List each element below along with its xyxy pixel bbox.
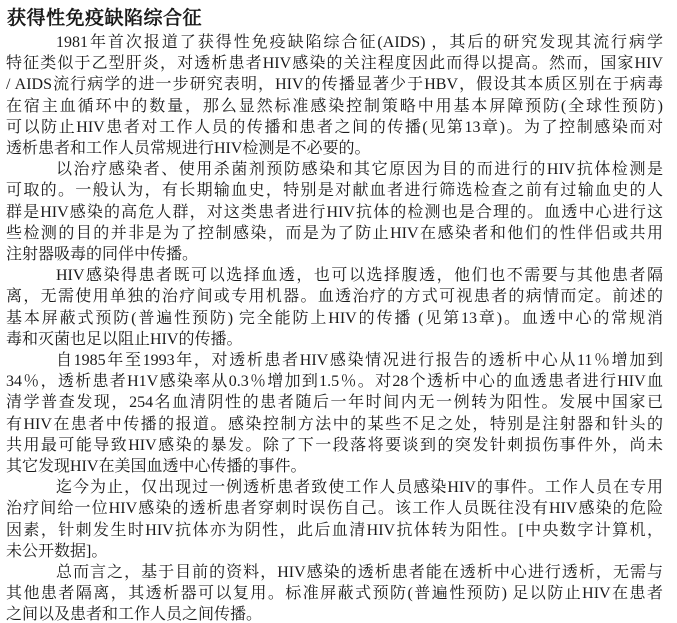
text-line: / AIDS流行病学的进一步研究表明，HIV的传播显著少于HBV，假设其本质区别在于病毒 <box>6 76 663 94</box>
text-line: 离，无需使用单独的治疗间或专用机器。血透治疗的方式可视患者的病情而定。前述的 <box>6 288 663 306</box>
text-line: 总而言之，基于目前的资料，HIV感染的透析患者能在透析中心进行透析，无需与 <box>56 564 663 582</box>
text-line: 可以防止HIV患者对工作人员的传播和患者之间的传播(见第13章)。为了控制感染而对 <box>6 118 663 136</box>
paragraph <box>6 350 663 477</box>
text-line: 之间以及患者和工作人员之间传播。 <box>6 606 263 623</box>
paragraph <box>6 265 663 350</box>
text-line: HIV感染得患者既可以选择血透，也可以选择腹透，他们也不需要与其他患者隔 <box>56 267 663 285</box>
text-line: 自1985年至1993年，对透析患者HIV感染情况进行报告的透析中心从11％增加到 <box>56 352 663 370</box>
text-line: 以治疗感染者、使用杀菌剂预防感染和其它原因为目的而进行的HIV抗体检测是 <box>56 161 663 179</box>
paragraph <box>6 32 663 159</box>
text-line: 迄今为止，仅出现过一例透析患者致使工作人员感染HIV的事件。工作人员在专用 <box>56 479 663 497</box>
paragraph <box>6 562 663 623</box>
text-line: 群是HIV感染的高危人群，对这类患者进行HIV抗体的检测也是合理的。血透中心进行这 <box>6 203 663 221</box>
document-body <box>6 32 663 623</box>
text-line: 基本屏蔽式预防(普遍性预防) 完全能防上HIV的传播 (见第13章)。血透中心的常规消 <box>6 309 663 327</box>
text-line: 因素，针刺发生时HIV抗体亦为阴性，此后血清HIV抗体转为阳性。[中央数字计算机， <box>6 521 663 539</box>
page-title: 获得性免疫缺陷综合征 <box>7 8 203 29</box>
text-line: 透析患者和工作人员常规进行HIV检测是不必要的。 <box>6 140 371 158</box>
text-line: 些检测的目的并非是为了控制感染，而是为了防止HIV在感染者和他们的性伴侣或共用 <box>6 224 663 242</box>
text-line: 在宿主血循环中的数量，那么显然标准感染控制策略中用基本屏障预防(全球性预防) <box>6 97 663 115</box>
text-line: 其他患者隔离，其透析器可以复用。标准屏蔽式预防(普遍性预防) 足以防止HIV在患者 <box>6 585 663 603</box>
text-line: 注射器吸毒的同伴中传播。 <box>6 246 199 264</box>
text-line: 有HIV在患者中传播的报道。感染控制方法中的某些不足之处，特别是注射器和针头的 <box>6 415 663 433</box>
text-line: 清学普查发现，254名血清阴性的患者随后一年时间内无一例转为阳性。发展中国家已 <box>6 394 663 412</box>
text-line: 1981年首次报道了获得性免疫缺陷综合征(AIDS) ，其后的研究发现其流行病学 <box>56 34 663 51</box>
text-line: 共用最可能导致HIV感染的暴发。除了下一段落将要谈到的突发针刺损伤事件外，尚未 <box>6 436 663 454</box>
text-line: 其它发现HIV在美国血透中心传播的事件。 <box>6 458 307 476</box>
text-line: 34％，透析患者H1V感染率从0.3％增加到1.5％。对28个透析中心的血透患者进行HIV血 <box>6 373 663 391</box>
text-line: 治疗间给一位HIV感染的透析患者穿刺时误伤自己。该工作人员既往没有HIV感染的危险 <box>6 500 663 518</box>
text-line: 毒和灭菌也足以阻止HIV的传播。 <box>6 330 243 348</box>
text-line: 可取的。一般认为，有长期输血史，特别是对献血者进行筛选检查之前有过输血史的人 <box>6 182 663 200</box>
paragraph <box>6 477 663 562</box>
text-line: 特征类似于乙型肝炎，对透析患者HIV感染的关注程度因此而得以提高。然而，国家HIV <box>6 55 663 73</box>
text-line: 未公开数据]。 <box>6 542 108 560</box>
paragraph <box>6 159 663 265</box>
